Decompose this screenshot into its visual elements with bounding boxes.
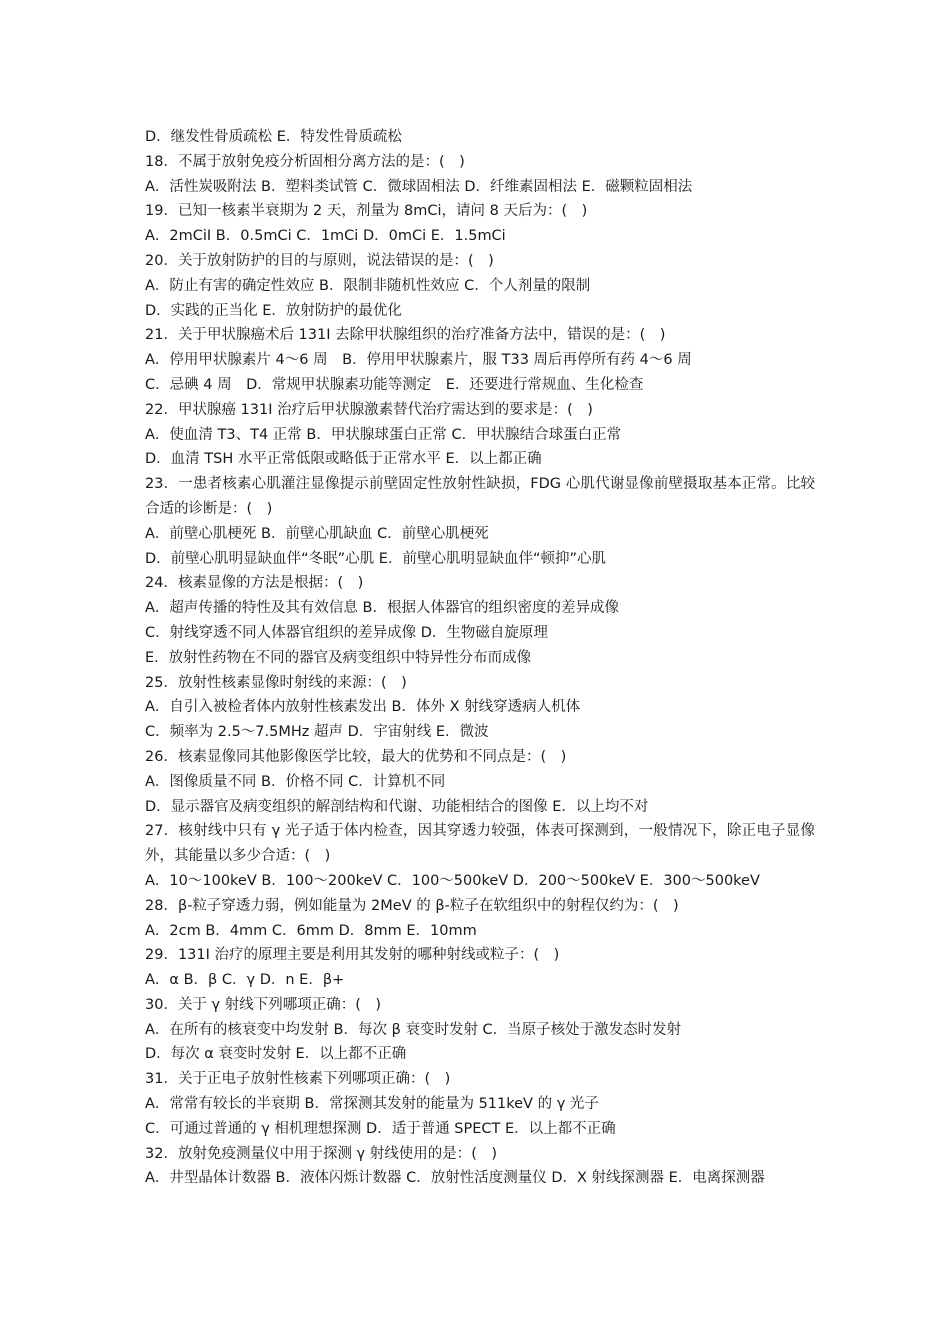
option-line: A．防止有害的确定性效应 B．限制非随机性效应 C．个人剂量的限制 (145, 277, 591, 294)
option-line: C．频率为 2.5～7.5MHz 超声 D．宇宙射线 E．微波 (145, 724, 489, 741)
option-line: A．在所有的核衰变中均发射 B．每次 β 衰变时发射 C．当原子核处于激发态时发射 (145, 1021, 682, 1038)
option-line: A．常常有较长的半衰期 B．常探测其发射的能量为 511keV 的 γ 光子 (145, 1096, 599, 1113)
question-line: 26．核素显像同其他影像医学比较，最大的优势和不同点是：( ) (145, 748, 567, 765)
question-line: 22．甲状腺癌 131I 治疗后甲状腺激素替代治疗需达到的要求是：( ) (145, 401, 593, 418)
question-line: 30．关于 γ 射线下列哪项正确：( ) (145, 996, 382, 1013)
option-line: A．图像质量不同 B．价格不同 C．计算机不同 (145, 773, 446, 790)
option-line: C．忌碘 4 周 D．常规甲状腺素功能等测定 E．还要进行常规血、生化检查 (145, 376, 644, 393)
question-line: 27．核射线中只有 γ 光子适于体内检查，因其穿透力较强，体表可探测到，一般情况下，除正电子显像外，其能量以多少合适：( ) (145, 823, 815, 865)
option-line: A．井型晶体计数器 B．液体闪烁计数器 C．放射性活度测量仪 D．X 射线探测器 E．电离探测器 (145, 1170, 765, 1187)
option-line: A．10～100keV B．100～200keV C．100～500keV D．200～500keV E．300～500keV (145, 872, 760, 889)
question-line: 20．关于放射防护的目的与原则，说法错误的是：( ) (145, 252, 494, 269)
option-line: D．血清 TSH 水平正常低限或略低于正常水平 E．以上都正确 (145, 451, 542, 468)
question-line: 24．核素显像的方法是根据：( ) (145, 575, 364, 592)
option-line: C．可通过普通的 γ 相机理想探测 D．适于普通 SPECT E．以上都不正确 (145, 1120, 616, 1137)
question-line: 19．已知一核素半衰期为 2 天，剂量为 8mCi，请问 8 天后为：( ) (145, 203, 588, 220)
option-line: C．射线穿透不同人体器官组织的差异成像 D．生物磁自旋原理 (145, 624, 548, 641)
question-line: 28．β-粒子穿透力弱，例如能量为 2MeV 的 β-粒子在软组织中的射程仅约为：( ) (145, 897, 679, 914)
question-line: 25．放射性核素显像时射线的来源：( ) (145, 674, 407, 691)
question-line: 32．放射免疫测量仪中用于探测 γ 射线使用的是：( ) (145, 1145, 498, 1162)
option-line: A．超声传播的特性及其有效信息 B．根据人体器官的组织密度的差异成像 (145, 600, 619, 617)
option-line: D．实践的正当化 E．放射防护的最优化 (145, 302, 402, 319)
option-line: A．2mCiI B．0.5mCi C．1mCi D．0mCi E．1.5mCi (145, 228, 506, 245)
option-line: D．显示器官及病变组织的解剖结构和代谢、功能相结合的图像 E．以上均不对 (145, 798, 649, 815)
question-line: 23．一患者核素心肌灌注显像提示前壁固定性放射性缺损，FDG 心肌代谢显像前壁摄取基本正常。比较合适的诊断是：( ) (145, 476, 815, 517)
option-line: A．停用甲状腺素片 4～6 周 B．停用甲状腺素片，服 T33 周后再停所有药 4～6 周 (145, 352, 692, 369)
option-line: A．2cm B．4mm C．6mm D．8mm E．10mm (145, 922, 477, 939)
question-line: 21．关于甲状腺癌术后 131I 去除甲状腺组织的治疗准备方法中，错误的是：( ) (145, 327, 666, 344)
option-line: A．自引入被检者体内放射性核素发出 B．体外 X 射线穿透病人机体 (145, 699, 581, 716)
question-line: 31．关于正电子放射性核素下列哪项正确：( ) (145, 1071, 451, 1088)
option-line: E．放射性药物在不同的器官及病变组织中特异性分布而成像 (145, 649, 532, 666)
document-page (145, 125, 815, 1191)
option-line: D．每次 α 衰变时发射 E．以上都不正确 (145, 1046, 407, 1063)
option-line: A．前壁心肌梗死 B．前壁心肌缺血 C．前壁心肌梗死 (145, 525, 489, 542)
option-line: A．使血清 T3、T4 正常 B．甲状腺球蛋白正常 C．甲状腺结合球蛋白正常 (145, 426, 622, 443)
option-line: D．继发性骨质疏松 E．特发性骨质疏松 (145, 129, 402, 145)
option-line: A．α B．β C．γ D．n E．β+ (145, 972, 345, 989)
option-line: A．活性炭吸附法 B．塑料类试管 C．微球固相法 D．纤维素固相法 E．磁颗粒固相法 (145, 178, 693, 195)
option-line: D．前壁心肌明显缺血伴“冬眠”心肌 E．前壁心肌明显缺血伴“顿抑”心肌 (145, 550, 606, 567)
question-line: 29．131I 治疗的原理主要是利用其发射的哪种射线或粒子：( ) (145, 947, 560, 964)
question-line: 18．不属于放射免疫分析固相分离方法的是：( ) (145, 153, 465, 170)
